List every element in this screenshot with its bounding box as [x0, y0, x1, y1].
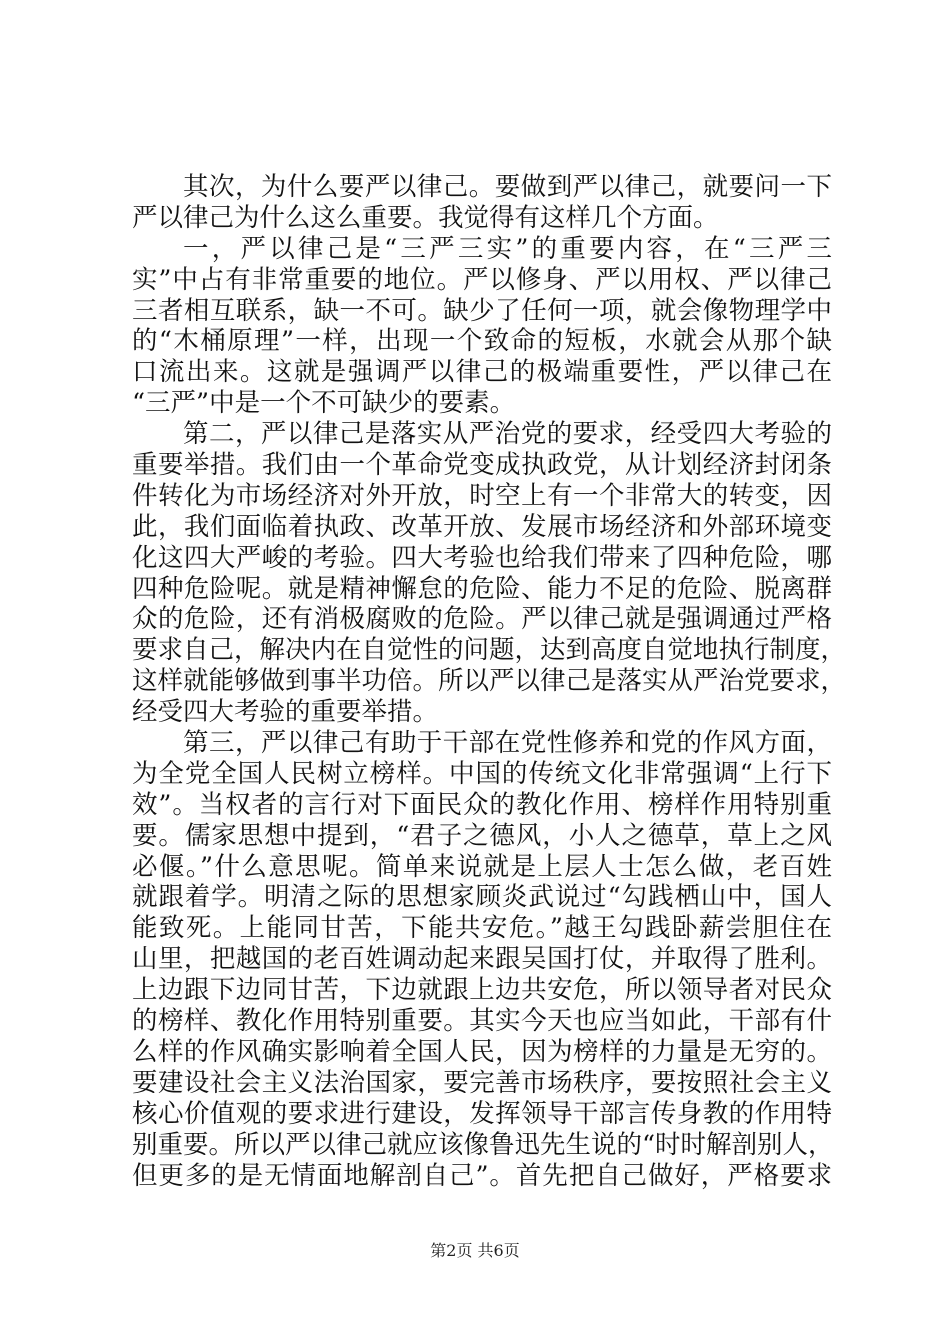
paragraph-line: 三者相互联系，缺一不可。缺少了任何一项，就会像物理学中	[132, 295, 832, 326]
paragraph-line: 但更多的是无情面地解剖自己”。首先把自己做好，严格要求	[132, 1160, 832, 1191]
paragraph-line: 这样就能够做到事半功倍。所以严以律己是落实从严治党要求，	[132, 666, 847, 697]
paragraph-line: 四种危险呢。就是精神懈怠的危险、能力不足的危险、脱离群	[132, 573, 832, 604]
paragraph-line: 一，严以律己是“三严三实”的重要内容，在“三严三	[183, 233, 832, 264]
paragraph-line: 山里，把越国的老百姓调动起来跟吴国打仗，并取得了胜利。	[132, 944, 832, 975]
paragraph-line: 要建设社会主义法治国家，要完善市场秩序，要按照社会主义	[132, 1067, 832, 1098]
paragraph-line: 的榜样、教化作用特别重要。其实今天也应当如此，干部有什	[132, 1006, 832, 1037]
paragraph-line: 的“木桶原理”一样，出现一个致命的短板，水就会从那个缺	[132, 326, 832, 357]
paragraph-line: 经受四大考验的重要举措。	[132, 697, 439, 728]
paragraph-line: 上边跟下边同甘苦，下边就跟上边共安危，所以领导者对民众	[132, 975, 832, 1006]
document-body	[132, 172, 847, 1191]
paragraph-line: 众的危险，还有消极腐败的危险。严以律己就是强调通过严格	[132, 604, 832, 635]
paragraph-line: 件转化为市场经济对外开放，时空上有一个非常大的转变，因	[132, 480, 832, 511]
paragraph-line: 能致死。上能同甘苦，下能共安危。”越王勾践卧薪尝胆住在	[132, 913, 832, 944]
paragraph-line: 别重要。所以严以律己就应该像鲁迅先生说的“时时解剖别人，	[132, 1129, 834, 1160]
paragraph-line: 第二，严以律己是落实从严治党的要求，经受四大考验的	[183, 419, 832, 450]
paragraph-line: 效”。当权者的言行对下面民众的教化作用、榜样作用特别重	[132, 789, 832, 820]
paragraph-line: “三严”中是一个不可缺少的要素。	[132, 388, 516, 419]
paragraph-line: 要。儒家思想中提到，“君子之德风，小人之德草，草上之风	[132, 820, 832, 851]
paragraph-line: 为全党全国人民树立榜样。中国的传统文化非常强调“上行下	[132, 758, 832, 789]
paragraph-line: 其次，为什么要严以律己。要做到严以律己，就要问一下	[183, 172, 832, 202]
paragraph-line: 第三，严以律己有助于干部在党性修养和党的作风方面，	[183, 728, 832, 759]
paragraph-line: 核心价值观的要求进行建设，发挥领导干部言传身教的作用特	[132, 1098, 832, 1129]
paragraph-line: 化这四大严峻的考验。四大考验也给我们带来了四种危险，哪	[132, 542, 832, 573]
paragraph-line: 重要举措。我们由一个革命党变成执政党，从计划经济封闭条	[132, 450, 832, 481]
paragraph-line: 实”中占有非常重要的地位。严以修身、严以用权、严以律己	[132, 264, 832, 295]
paragraph-line: 必偃。”什么意思呢。简单来说就是上层人士怎么做，老百姓	[132, 851, 832, 882]
paragraph-line: 此，我们面临着执政、改革开放、发展市场经济和外部环境变	[132, 511, 832, 542]
paragraph-line: 严以律己为什么这么重要。我觉得有这样几个方面。	[132, 202, 719, 233]
paragraph-line: 么样的作风确实影响着全国人民，因为榜样的力量是无穷的。	[132, 1036, 832, 1067]
page-number-footer: 第2页 共6页	[430, 1241, 520, 1260]
paragraph-line: 要求自己，解决内在自觉性的问题，达到高度自觉地执行制度，	[132, 635, 847, 666]
paragraph-line: 就跟着学。明清之际的思想家顾炎武说过“勾践栖山中，国人	[132, 882, 832, 913]
paragraph-line: 口流出来。这就是强调严以律己的极端重要性，严以律己在	[132, 357, 832, 388]
